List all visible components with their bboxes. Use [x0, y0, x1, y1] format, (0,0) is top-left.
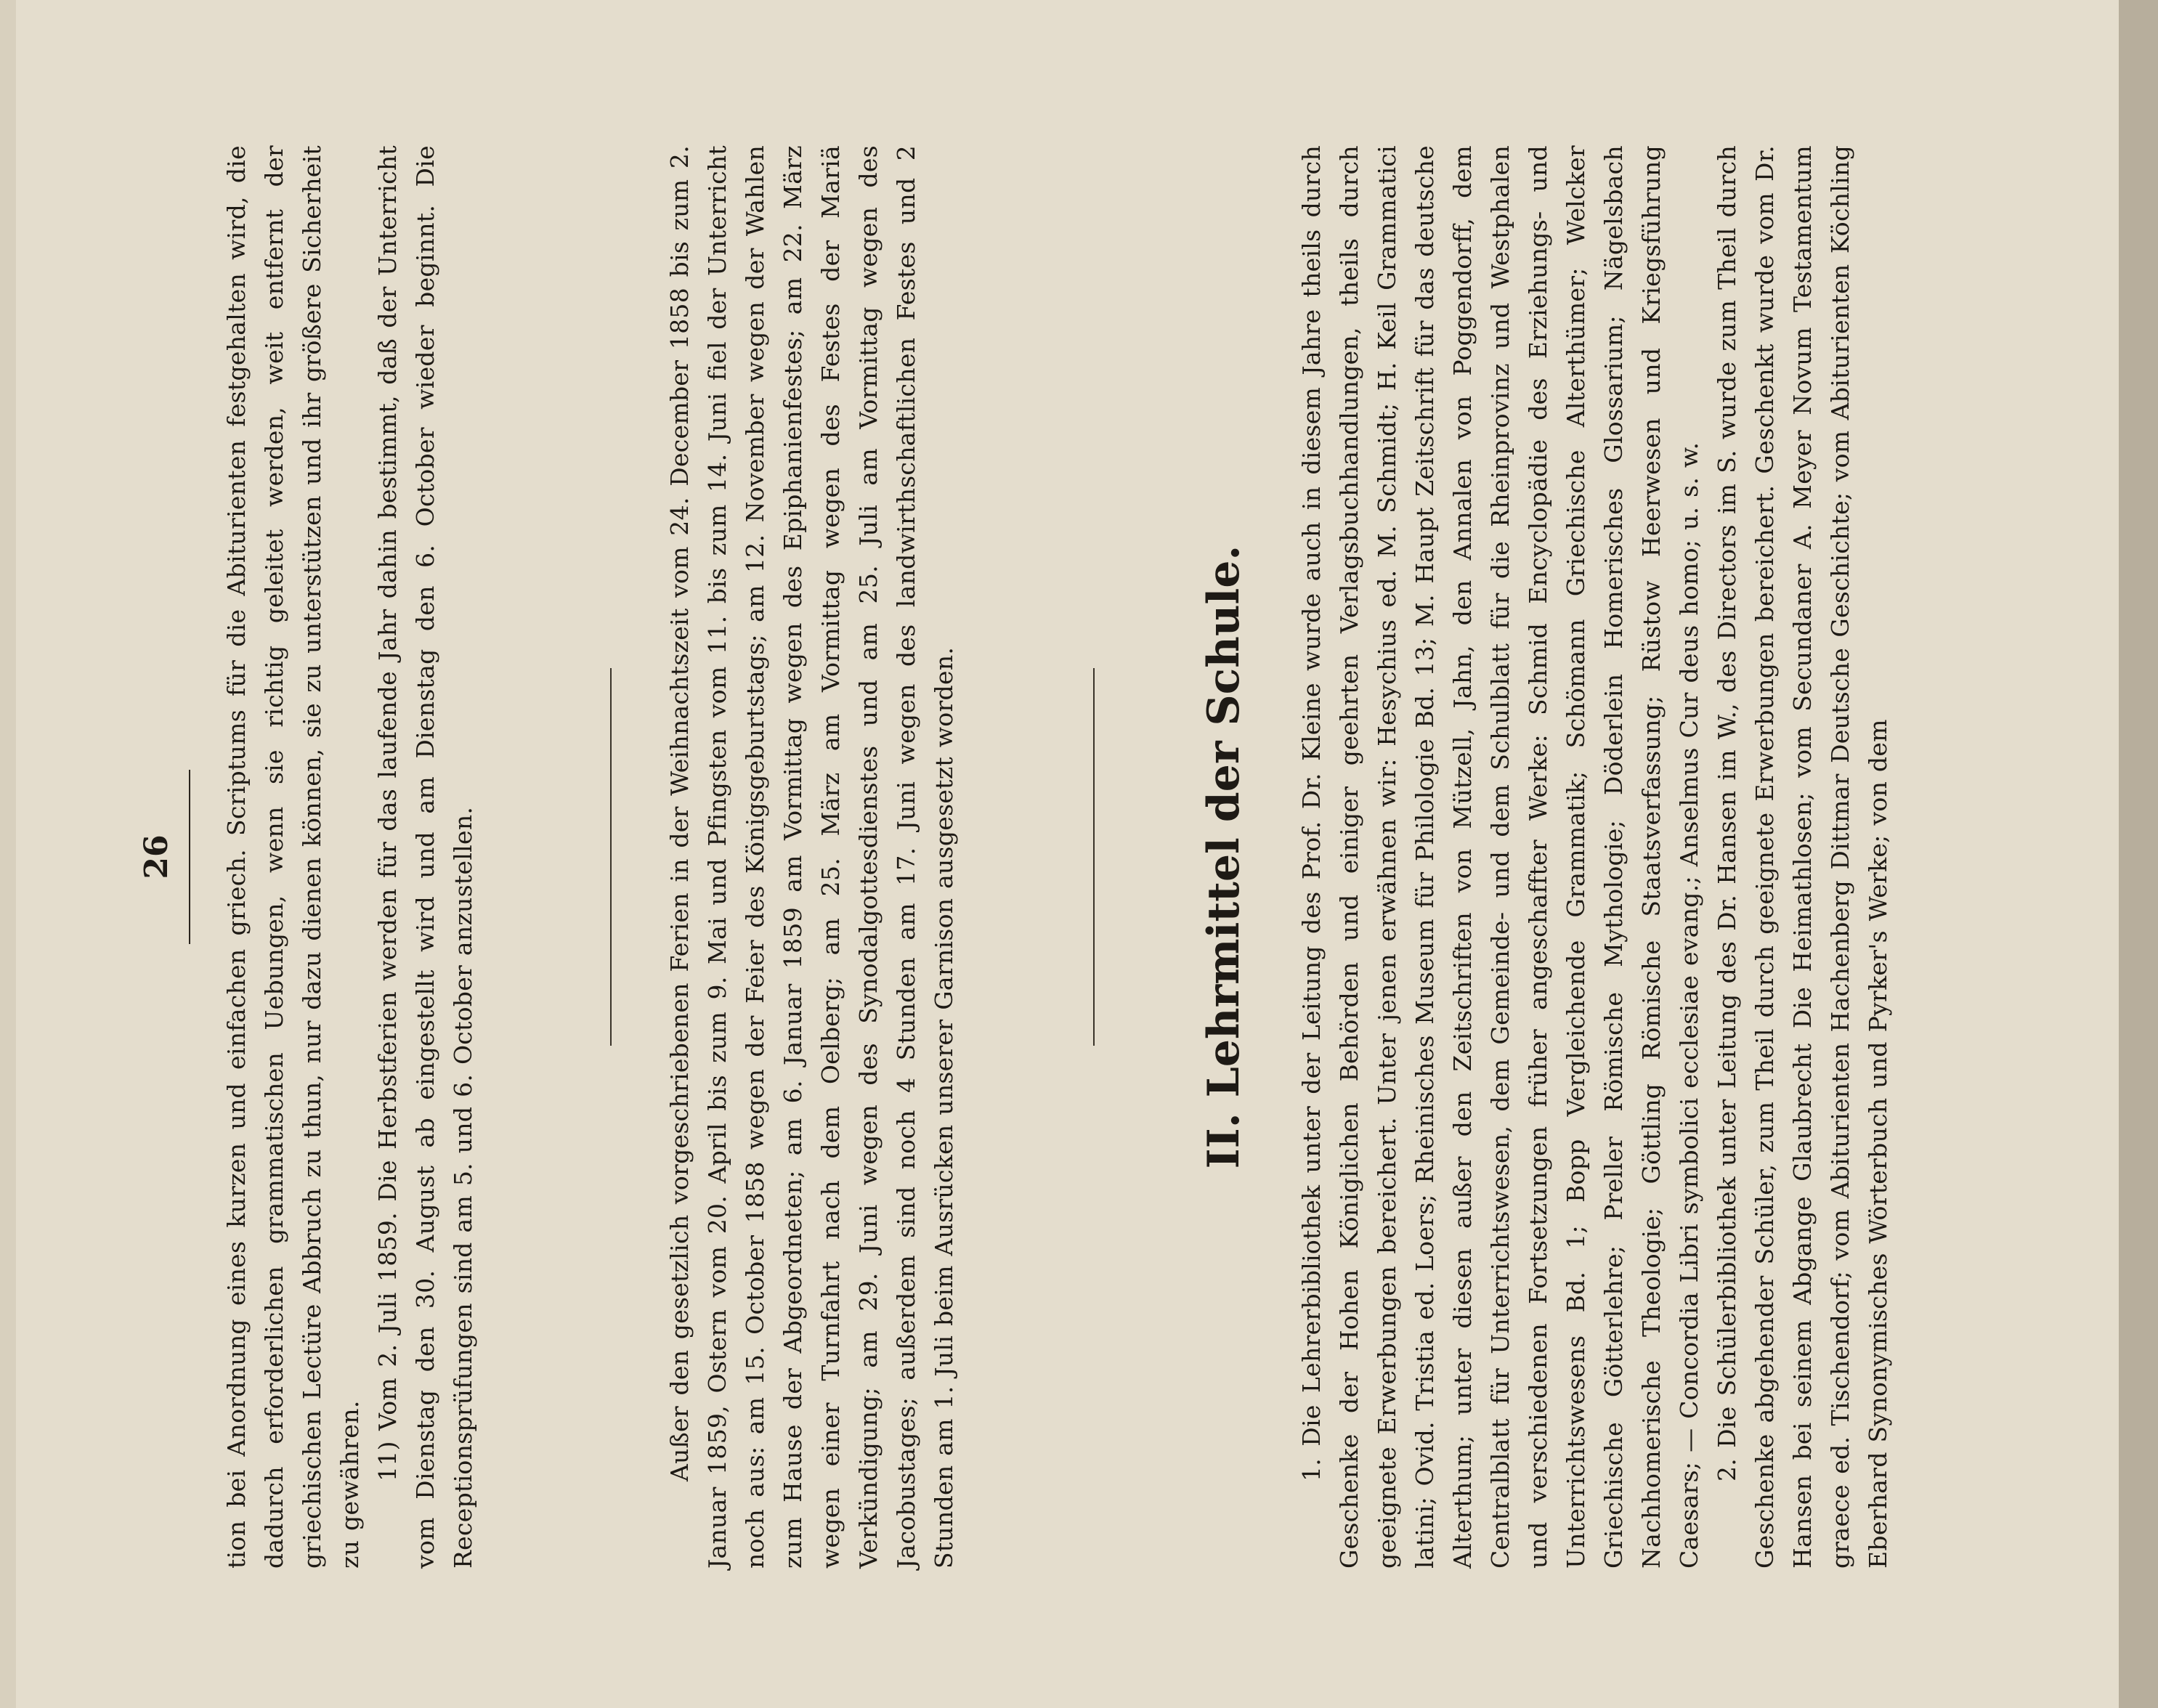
section-heading: II. Lehrmittel der Schule. [1198, 545, 1249, 1169]
rotated-page [109, 102, 1892, 1612]
divider-2 [1093, 668, 1095, 1046]
paragraph-scriptum: tion bei Anordnung eines kurzen und einfachen griech. Scriptums für die Abiturienten festgehalten wird, die dadurch erforderlichen grammatischen Uebungen, wenn sie richtig geleitet werden, weit entfernt der griechischen Lectüre Abbruch zu thun, nur dazu dienen können, sie zu unterstützen und ihr größere Sicherheit zu gewähren. [222, 145, 364, 1569]
page-edge-right [2119, 0, 2158, 1708]
paragraph-ferien: Außer den gesetzlich vorgeschriebenen Ferien in der Weihnachtszeit vom 24. December 1858 bis zum 2. Januar 1859, Ostern vom 20. April bis zum 9. Mai und Pfingsten vom 11. bis zum 14. Juni fiel der Unterricht noch aus: am 15. October 1858 wegen der Feier des Königsgeburtstags; am 12. November wegen der Wahlen zum Hause der Abgeordneten; am 6. Januar 1859 am Vormittag wegen des Epiphanienfestes; am 22. März wegen einer Turnfahrt nach dem Oelberg; am 25. März am Vormittag wegen des Festes der Mariä Verkündigung; am 29. Juni wegen des Synodalgottesdienstes und am 25. Juli am Vormittag wegen des Jacobustages; außerdem sind noch 4 Stunden am 17. Juni wegen des landwirthschaftlichen Festes und 2 Stunden am 1. Juli beim Ausrücken unserer Garnison ausgesetzt worden. [665, 145, 958, 1569]
section-a [218, 145, 482, 1569]
section-b [661, 145, 963, 1569]
paragraph-schuelerbibliothek: 2. Die Schülerbibliothek unter Leitung des Dr. Hansen im W., des Directors im S. wurde zum Theil durch Geschenke abgehender Schüler, zum Theil durch geeignete Erwerbungen bereichert. Geschenkt wurde vom Dr. Hansen bei seinem Abgange Glaubrecht Die Heimathlosen; vom Secundaner A. Meyer Novum Testamentum graece ed. Tischendorf; vom Abiturienten Hachenberg Dittmar Deutsche Geschichte; vom Abiturienten Köchling Eberhard Synonymisches Wörterbuch und Pyrker's Werke; von dem [1713, 145, 1892, 1569]
page-edge-left [0, 0, 16, 1708]
paragraph-lehrerbibliothek: 1. Die Lehrerbibliothek unter der Leitung des Prof. Dr. Kleine wurde auch in diesem Jahre theils durch Geschenke der Hohen Königlichen Behörden und einiger geehrten Verlagsbuchhandlungen, theils durch geeignete Erwerbungen bereichert. Unter jenen erwähnen wir: Hesychius ed. M. Schmidt; H. Keil Grammatici latini; Ovid. Tristia ed. Loers; Rheinisches Museum für Philologie Bd. 13; M. Haupt Zeitschrift für das deutsche Alterthum; unter diesen außer den Zeitschriften von Mützell, Jahn, den Annalen von Poggendorff, dem Centralblatt für Unterrichtswesen, dem Gemeinde- und dem Schulblatt für die Rheinprovinz und Westphalen und verschiedenen Fortsetzungen früher angeschaffter Werke: Schmid Encyclopädie des Erziehungs- und Unterrichtswesens Bd. 1; Bopp Vergleichende Grammatik; Schömann Griechische Alterthümer; Welcker Griechische Götterlehre; Preller Römische Mythologie; Döderlein Homerisches Glossarium; Nägelsbach Nachhomerische Theologie; Göttling Römische Staatsverfassung; Rüstow Heerwesen und Kriegsführung Caesars; — Concordia Libri symbolici ecclesiae evang.; Anselmus Cur deus homo; u. s. w. [1297, 145, 1703, 1569]
page-number-rule [189, 770, 190, 944]
divider-1 [610, 668, 612, 1046]
paragraph-herbstferien: 11) Vom 2. Juli 1859. Die Herbstferien werden für das laufende Jahr dahin bestimmt, daß der Unterricht vom Dienstag den 30. August ab eingestellt wird und am Dienstag den 6. October wieder beginnt. Die Receptionsprüfungen sind am 5. und 6. October anzustellen. [373, 145, 477, 1569]
page-number: 26 [138, 834, 175, 879]
section-c [1293, 145, 1897, 1569]
